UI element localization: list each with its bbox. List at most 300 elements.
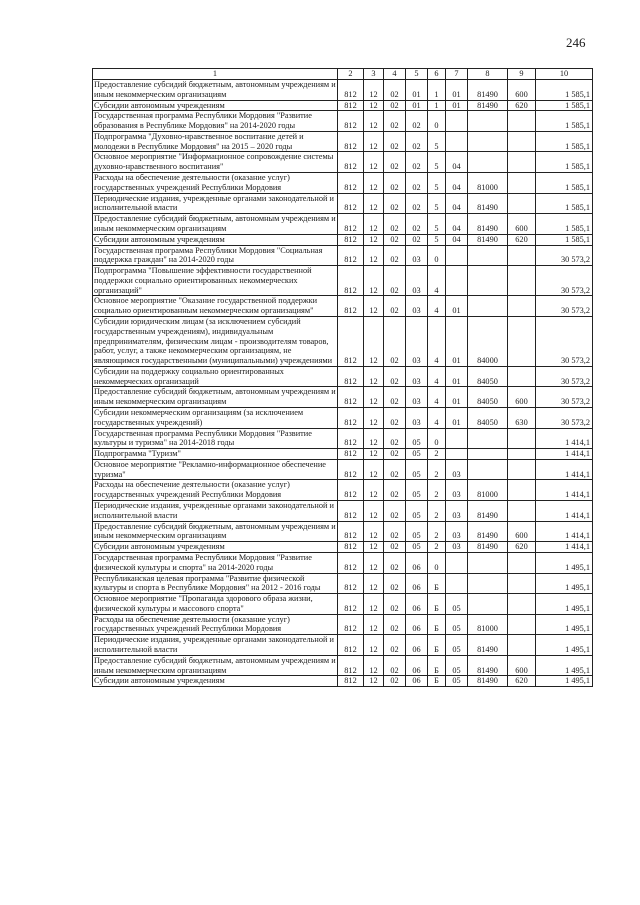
program-code-cell: 06	[406, 635, 428, 656]
amount-cell: 1 585,1	[536, 80, 593, 101]
measure-code-cell: 04	[446, 193, 468, 214]
amount-cell: 1 585,1	[536, 111, 593, 132]
table-row	[93, 459, 593, 480]
row-name-cell: Подпрограмма "Духовно-нравственное воспитание детей и молодежи в Республике Мордовия" на 2015 – 2020 годы	[93, 131, 338, 152]
subprogram-code-cell: Б	[428, 573, 446, 594]
amount-cell: 1 585,1	[536, 131, 593, 152]
row-name-cell: Республиканская целевая программа "Развитие физической культуры и спорта в Республике Мордовия" на 2012 - 2016 годы	[93, 573, 338, 594]
subprogram-code-cell: 2	[428, 542, 446, 553]
program-code-cell: 05	[406, 480, 428, 501]
direction-code-cell	[468, 594, 508, 615]
header-cell: 3	[364, 69, 384, 80]
row-name-cell: Государственная программа Республики Мордовия "Развитие образования в Республике Мордовия" на 2014-2020 годы	[93, 111, 338, 132]
subprogram-code-cell: 5	[428, 173, 446, 194]
row-name-cell: Расходы на обеспечение деятельности (оказание услуг) государственных учреждений Республики Мордовия	[93, 173, 338, 194]
ministry-code-cell: 812	[338, 521, 364, 542]
row-name-cell: Субсидии некоммерческим организациям (за исключением государственных учреждений)	[93, 408, 338, 429]
subprogram-code-cell: 4	[428, 266, 446, 296]
row-name-cell: Основное мероприятие "Рекламно-информационное обеспечение туризма"	[93, 459, 338, 480]
program-code-cell: 06	[406, 552, 428, 573]
ministry-code-cell: 812	[338, 676, 364, 687]
expense-type-cell	[508, 635, 536, 656]
program-code-cell: 05	[406, 521, 428, 542]
section-code-cell: 12	[364, 387, 384, 408]
section-code-cell: 12	[364, 111, 384, 132]
ministry-code-cell: 812	[338, 100, 364, 111]
section-code-cell: 12	[364, 296, 384, 317]
row-name-cell: Субсидии автономным учреждениям	[93, 542, 338, 553]
measure-code-cell: 03	[446, 501, 468, 522]
direction-code-cell: 81490	[468, 501, 508, 522]
subprogram-code-cell: 5	[428, 214, 446, 235]
amount-cell: 1 495,1	[536, 552, 593, 573]
table-row	[93, 152, 593, 173]
table-row	[93, 266, 593, 296]
section-code-cell: 12	[364, 408, 384, 429]
header-cell: 4	[384, 69, 406, 80]
measure-code-cell: 01	[446, 366, 468, 387]
subsection-code-cell: 02	[384, 387, 406, 408]
section-code-cell: 12	[364, 552, 384, 573]
expense-type-cell	[508, 480, 536, 501]
program-code-cell: 03	[406, 366, 428, 387]
amount-cell: 1 414,1	[536, 459, 593, 480]
direction-code-cell: 84050	[468, 408, 508, 429]
program-code-cell: 02	[406, 193, 428, 214]
row-name-cell: Периодические издания, учрежденные органами законодательной и исполнительной власти	[93, 501, 338, 522]
measure-code-cell: 04	[446, 173, 468, 194]
expense-type-cell: 600	[508, 80, 536, 101]
measure-code-cell: 05	[446, 614, 468, 635]
row-name-cell: Подпрограмма "Повышение эффективности государственной поддержки социально ориентированных некоммерческих организаций"	[93, 266, 338, 296]
table-row	[93, 594, 593, 615]
subsection-code-cell: 02	[384, 614, 406, 635]
row-name-cell: Расходы на обеспечение деятельности (оказание услуг) государственных учреждений Республики Мордовия	[93, 614, 338, 635]
direction-code-cell	[468, 296, 508, 317]
row-name-cell: Предоставление субсидий бюджетным, автономным учреждениям и иным некоммерческим организациям	[94, 387, 336, 407]
amount-cell: 30 573,2	[536, 366, 593, 387]
measure-code-cell: 04	[446, 234, 468, 245]
subprogram-code-cell: 4	[428, 408, 446, 429]
table-row	[93, 542, 593, 553]
subprogram-code-cell: 5	[428, 234, 446, 245]
measure-code-cell: 03	[446, 542, 468, 553]
subsection-code-cell: 02	[384, 296, 406, 317]
amount-cell: 1 495,1	[536, 614, 593, 635]
subsection-code-cell: 02	[384, 131, 406, 152]
table-row	[93, 449, 593, 460]
expense-type-cell	[508, 266, 536, 296]
expense-type-cell: 600	[508, 521, 536, 542]
subprogram-code-cell: Б	[428, 635, 446, 656]
section-code-cell: 12	[364, 152, 384, 173]
table-row	[93, 552, 593, 573]
table-row	[93, 480, 593, 501]
ministry-code-cell: 812	[338, 449, 364, 460]
measure-code-cell: 04	[446, 214, 468, 235]
measure-code-cell: 01	[446, 296, 468, 317]
table-row	[93, 521, 593, 542]
row-name-cell: Государственная программа Республики Мордовия "Развитие физической культуры и спорта" на 2014-2020 годы	[93, 552, 338, 573]
row-name-cell: Периодические издания, учрежденные органами законодательной и исполнительной власти	[93, 635, 338, 656]
direction-code-cell: 81000	[468, 173, 508, 194]
row-name-cell: Основное мероприятие "Пропаганда здорового образа жизни, физической культуры и массового спорта"	[93, 594, 338, 615]
measure-code-cell	[446, 131, 468, 152]
amount-cell: 1 414,1	[536, 501, 593, 522]
ministry-code-cell: 812	[338, 408, 364, 429]
expense-type-cell	[508, 552, 536, 573]
measure-code-cell: 01	[446, 408, 468, 429]
amount-cell: 1 585,1	[536, 193, 593, 214]
section-code-cell: 12	[364, 100, 384, 111]
header-cell: 6	[428, 69, 446, 80]
program-code-cell: 05	[406, 449, 428, 460]
row-name-cell: Субсидии на поддержку социально ориентированных некоммерческих организаций	[93, 366, 338, 387]
direction-code-cell: 81490	[468, 521, 508, 542]
measure-code-cell	[446, 245, 468, 266]
direction-code-cell	[468, 428, 508, 449]
subsection-code-cell: 02	[384, 245, 406, 266]
expense-type-cell	[508, 428, 536, 449]
ministry-code-cell: 812	[338, 542, 364, 553]
amount-cell: 30 573,2	[536, 316, 593, 366]
direction-code-cell: 81490	[468, 655, 508, 676]
subprogram-code-cell: Б	[428, 676, 446, 687]
ministry-code-cell: 812	[338, 234, 364, 245]
direction-code-cell: 81490	[468, 214, 508, 235]
ministry-code-cell: 812	[338, 573, 364, 594]
row-name-cell: Предоставление субсидий бюджетным, автономным учреждениям и иным некоммерческим организациям	[94, 655, 336, 675]
expense-type-cell	[508, 111, 536, 132]
section-code-cell: 12	[364, 131, 384, 152]
measure-code-cell: 01	[446, 80, 468, 101]
section-code-cell: 12	[364, 316, 384, 366]
program-code-cell: 03	[406, 387, 428, 408]
program-code-cell: 01	[406, 80, 428, 101]
direction-code-cell: 81490	[468, 80, 508, 101]
table-row	[93, 573, 593, 594]
direction-code-cell: 81490	[468, 635, 508, 656]
header-cell: 10	[536, 69, 593, 80]
subprogram-code-cell: 2	[428, 480, 446, 501]
section-code-cell: 12	[364, 449, 384, 460]
amount-cell: 1 585,1	[536, 152, 593, 173]
amount-cell: 1 414,1	[536, 542, 593, 553]
program-code-cell: 03	[406, 408, 428, 429]
row-name-cell: Подпрограмма "Туризм"	[93, 449, 338, 460]
subprogram-code-cell: 1	[428, 80, 446, 101]
subprogram-code-cell: 0	[428, 552, 446, 573]
subsection-code-cell: 02	[384, 316, 406, 366]
ministry-code-cell: 812	[338, 594, 364, 615]
subsection-code-cell: 02	[384, 655, 406, 676]
expense-type-cell: 620	[508, 100, 536, 111]
table-row	[93, 245, 593, 266]
header-cell: 1	[93, 69, 338, 80]
direction-code-cell	[468, 573, 508, 594]
subprogram-code-cell: Б	[428, 655, 446, 676]
program-code-cell: 05	[406, 459, 428, 480]
direction-code-cell	[468, 552, 508, 573]
ministry-code-cell: 812	[338, 152, 364, 173]
ministry-code-cell: 812	[338, 366, 364, 387]
subprogram-code-cell: 0	[428, 428, 446, 449]
ministry-code-cell: 812	[338, 214, 364, 235]
ministry-code-cell: 812	[338, 635, 364, 656]
program-code-cell: 02	[406, 234, 428, 245]
subsection-code-cell: 02	[384, 635, 406, 656]
subsection-code-cell: 02	[384, 111, 406, 132]
amount-cell: 1 495,1	[536, 676, 593, 687]
amount-cell: 30 573,2	[536, 387, 593, 408]
subsection-code-cell: 02	[384, 80, 406, 101]
table-header-row	[93, 69, 593, 80]
header-cell: 2	[338, 69, 364, 80]
subsection-code-cell: 02	[384, 152, 406, 173]
expense-type-cell	[508, 152, 536, 173]
expense-type-cell	[508, 131, 536, 152]
expense-type-cell: 620	[508, 676, 536, 687]
measure-code-cell	[446, 428, 468, 449]
row-name-cell: Основное мероприятие "Оказание государственной поддержки социально ориентированным некоммерческим организациям"	[93, 296, 338, 317]
direction-code-cell: 84000	[468, 316, 508, 366]
direction-code-cell	[468, 131, 508, 152]
subsection-code-cell: 02	[384, 193, 406, 214]
expense-type-cell: 620	[508, 542, 536, 553]
amount-cell: 30 573,2	[536, 266, 593, 296]
program-code-cell: 03	[406, 316, 428, 366]
section-code-cell: 12	[364, 366, 384, 387]
subsection-code-cell: 02	[384, 501, 406, 522]
subprogram-code-cell: 4	[428, 316, 446, 366]
table-row	[93, 366, 593, 387]
row-name-cell: Субсидии юридическим лицам (за исключением субсидий государственным учреждениям), индивидуальным предпринимателям, физическим лицам - производителям товаров, работ, услуг, а также некоммерческим организациям, не являющимся государственными (муниципальными) учреждениями	[93, 316, 338, 366]
subprogram-code-cell: Б	[428, 594, 446, 615]
direction-code-cell	[468, 459, 508, 480]
amount-cell: 30 573,2	[536, 245, 593, 266]
section-code-cell: 12	[364, 173, 384, 194]
section-code-cell: 12	[364, 80, 384, 101]
measure-code-cell: 04	[446, 152, 468, 173]
subsection-code-cell: 02	[384, 408, 406, 429]
expense-type-cell: 600	[508, 214, 536, 235]
row-name-cell: Субсидии автономным учреждениям	[93, 234, 338, 245]
program-code-cell: 06	[406, 573, 428, 594]
ministry-code-cell: 812	[338, 387, 364, 408]
subsection-code-cell: 02	[384, 573, 406, 594]
amount-cell: 1 585,1	[536, 234, 593, 245]
section-code-cell: 12	[364, 214, 384, 235]
measure-code-cell: 03	[446, 521, 468, 542]
table-row	[93, 193, 593, 214]
header-cell: 5	[406, 69, 428, 80]
section-code-cell: 12	[364, 676, 384, 687]
subprogram-code-cell: 2	[428, 501, 446, 522]
section-code-cell: 12	[364, 234, 384, 245]
subprogram-code-cell: 4	[428, 296, 446, 317]
direction-code-cell: 81490	[468, 676, 508, 687]
ministry-code-cell: 812	[338, 296, 364, 317]
budget-table	[92, 68, 593, 687]
expense-type-cell: 630	[508, 408, 536, 429]
program-code-cell: 02	[406, 214, 428, 235]
measure-code-cell: 01	[446, 316, 468, 366]
direction-code-cell: 84050	[468, 387, 508, 408]
amount-cell: 1 414,1	[536, 480, 593, 501]
subsection-code-cell: 02	[384, 480, 406, 501]
program-code-cell: 02	[406, 131, 428, 152]
direction-code-cell: 81490	[468, 234, 508, 245]
program-code-cell: 02	[406, 173, 428, 194]
expense-type-cell	[508, 193, 536, 214]
measure-code-cell: 05	[446, 676, 468, 687]
section-code-cell: 12	[364, 459, 384, 480]
direction-code-cell	[468, 449, 508, 460]
amount-cell: 1 414,1	[536, 428, 593, 449]
ministry-code-cell: 812	[338, 552, 364, 573]
section-code-cell: 12	[364, 635, 384, 656]
section-code-cell: 12	[364, 266, 384, 296]
program-code-cell: 03	[406, 266, 428, 296]
measure-code-cell	[446, 573, 468, 594]
table-row	[93, 501, 593, 522]
expense-type-cell	[508, 173, 536, 194]
direction-code-cell: 81490	[468, 193, 508, 214]
ministry-code-cell: 812	[338, 111, 364, 132]
table-row	[93, 428, 593, 449]
expense-type-cell	[508, 501, 536, 522]
expense-type-cell	[508, 614, 536, 635]
direction-code-cell	[468, 111, 508, 132]
subsection-code-cell: 02	[384, 552, 406, 573]
table-row	[93, 80, 593, 101]
amount-cell: 1 414,1	[536, 449, 593, 460]
table-row	[93, 131, 593, 152]
subprogram-code-cell: 2	[428, 449, 446, 460]
expense-type-cell	[508, 366, 536, 387]
table-row	[93, 296, 593, 317]
ministry-code-cell: 812	[338, 266, 364, 296]
program-code-cell: 06	[406, 655, 428, 676]
expense-type-cell	[508, 296, 536, 317]
ministry-code-cell: 812	[338, 131, 364, 152]
ministry-code-cell: 812	[338, 501, 364, 522]
section-code-cell: 12	[364, 245, 384, 266]
expense-type-cell: 600	[508, 655, 536, 676]
measure-code-cell: 05	[446, 635, 468, 656]
subsection-code-cell: 02	[384, 366, 406, 387]
ministry-code-cell: 812	[338, 173, 364, 194]
header-cell: 8	[468, 69, 508, 80]
measure-code-cell: 03	[446, 480, 468, 501]
amount-cell: 1 414,1	[536, 521, 593, 542]
subsection-code-cell: 02	[384, 214, 406, 235]
table-row	[93, 655, 593, 676]
row-name-cell: Предоставление субсидий бюджетным, автономным учреждениям и иным некоммерческим организациям	[94, 214, 336, 233]
amount-cell: 1 495,1	[536, 635, 593, 656]
direction-code-cell: 81000	[468, 614, 508, 635]
row-name-cell: Предоставление субсидий бюджетным, автономным учреждениям и иным некоммерческим организациям	[94, 521, 336, 541]
program-code-cell: 06	[406, 594, 428, 615]
subprogram-code-cell: Б	[428, 614, 446, 635]
subsection-code-cell: 02	[384, 173, 406, 194]
subsection-code-cell: 02	[384, 676, 406, 687]
program-code-cell: 05	[406, 428, 428, 449]
page-number: 246	[566, 35, 586, 50]
row-name-cell: Государственная программа Республики Мордовия "Развитие культуры и туризма" на 2014-2018 годы	[93, 428, 338, 449]
measure-code-cell	[446, 266, 468, 296]
subprogram-code-cell: 5	[428, 193, 446, 214]
amount-cell: 1 495,1	[536, 594, 593, 615]
ministry-code-cell: 812	[338, 614, 364, 635]
program-code-cell: 05	[406, 542, 428, 553]
program-code-cell: 01	[406, 100, 428, 111]
section-code-cell: 12	[364, 614, 384, 635]
measure-code-cell: 01	[446, 100, 468, 111]
table-body	[93, 80, 593, 687]
row-name-cell: Предоставление субсидий бюджетным, автономным учреждениям и иным некоммерческим организациям	[94, 80, 336, 99]
program-code-cell: 02	[406, 152, 428, 173]
table-row	[93, 635, 593, 656]
subsection-code-cell: 02	[384, 459, 406, 480]
amount-cell: 1 585,1	[536, 100, 593, 111]
ministry-code-cell: 812	[338, 655, 364, 676]
subsection-code-cell: 02	[384, 266, 406, 296]
direction-code-cell: 81490	[468, 542, 508, 553]
row-name-cell: Расходы на обеспечение деятельности (оказание услуг) государственных учреждений Республики Мордовия	[93, 480, 338, 501]
table-row	[93, 173, 593, 194]
amount-cell: 30 573,2	[536, 296, 593, 317]
measure-code-cell	[446, 552, 468, 573]
program-code-cell: 05	[406, 501, 428, 522]
expense-type-cell	[508, 449, 536, 460]
section-code-cell: 12	[364, 573, 384, 594]
amount-cell: 1 495,1	[536, 655, 593, 676]
table-row	[93, 234, 593, 245]
subprogram-code-cell: 5	[428, 131, 446, 152]
section-code-cell: 12	[364, 428, 384, 449]
expense-type-cell	[508, 594, 536, 615]
ministry-code-cell: 812	[338, 480, 364, 501]
expense-type-cell	[508, 316, 536, 366]
ministry-code-cell: 812	[338, 80, 364, 101]
row-name-cell: Субсидии автономным учреждениям	[93, 100, 338, 111]
subsection-code-cell: 02	[384, 100, 406, 111]
program-code-cell: 03	[406, 245, 428, 266]
subprogram-code-cell: 2	[428, 459, 446, 480]
subprogram-code-cell: 0	[428, 111, 446, 132]
subsection-code-cell: 02	[384, 594, 406, 615]
header-cell: 7	[446, 69, 468, 80]
expense-type-cell	[508, 573, 536, 594]
direction-code-cell	[468, 152, 508, 173]
row-name-cell: Государственная программа Республики Мордовия "Социальная поддержка граждан" на 2014-2020 годы	[93, 245, 338, 266]
measure-code-cell: 05	[446, 655, 468, 676]
subsection-code-cell: 02	[384, 234, 406, 245]
section-code-cell: 12	[364, 480, 384, 501]
subprogram-code-cell: 2	[428, 521, 446, 542]
direction-code-cell: 81000	[468, 480, 508, 501]
expense-type-cell: 600	[508, 387, 536, 408]
subprogram-code-cell: 1	[428, 100, 446, 111]
measure-code-cell: 01	[446, 387, 468, 408]
direction-code-cell: 84050	[468, 366, 508, 387]
amount-cell: 1 585,1	[536, 173, 593, 194]
measure-code-cell: 05	[446, 594, 468, 615]
table-row	[93, 100, 593, 111]
table-row	[93, 408, 593, 429]
table-row	[93, 387, 593, 408]
